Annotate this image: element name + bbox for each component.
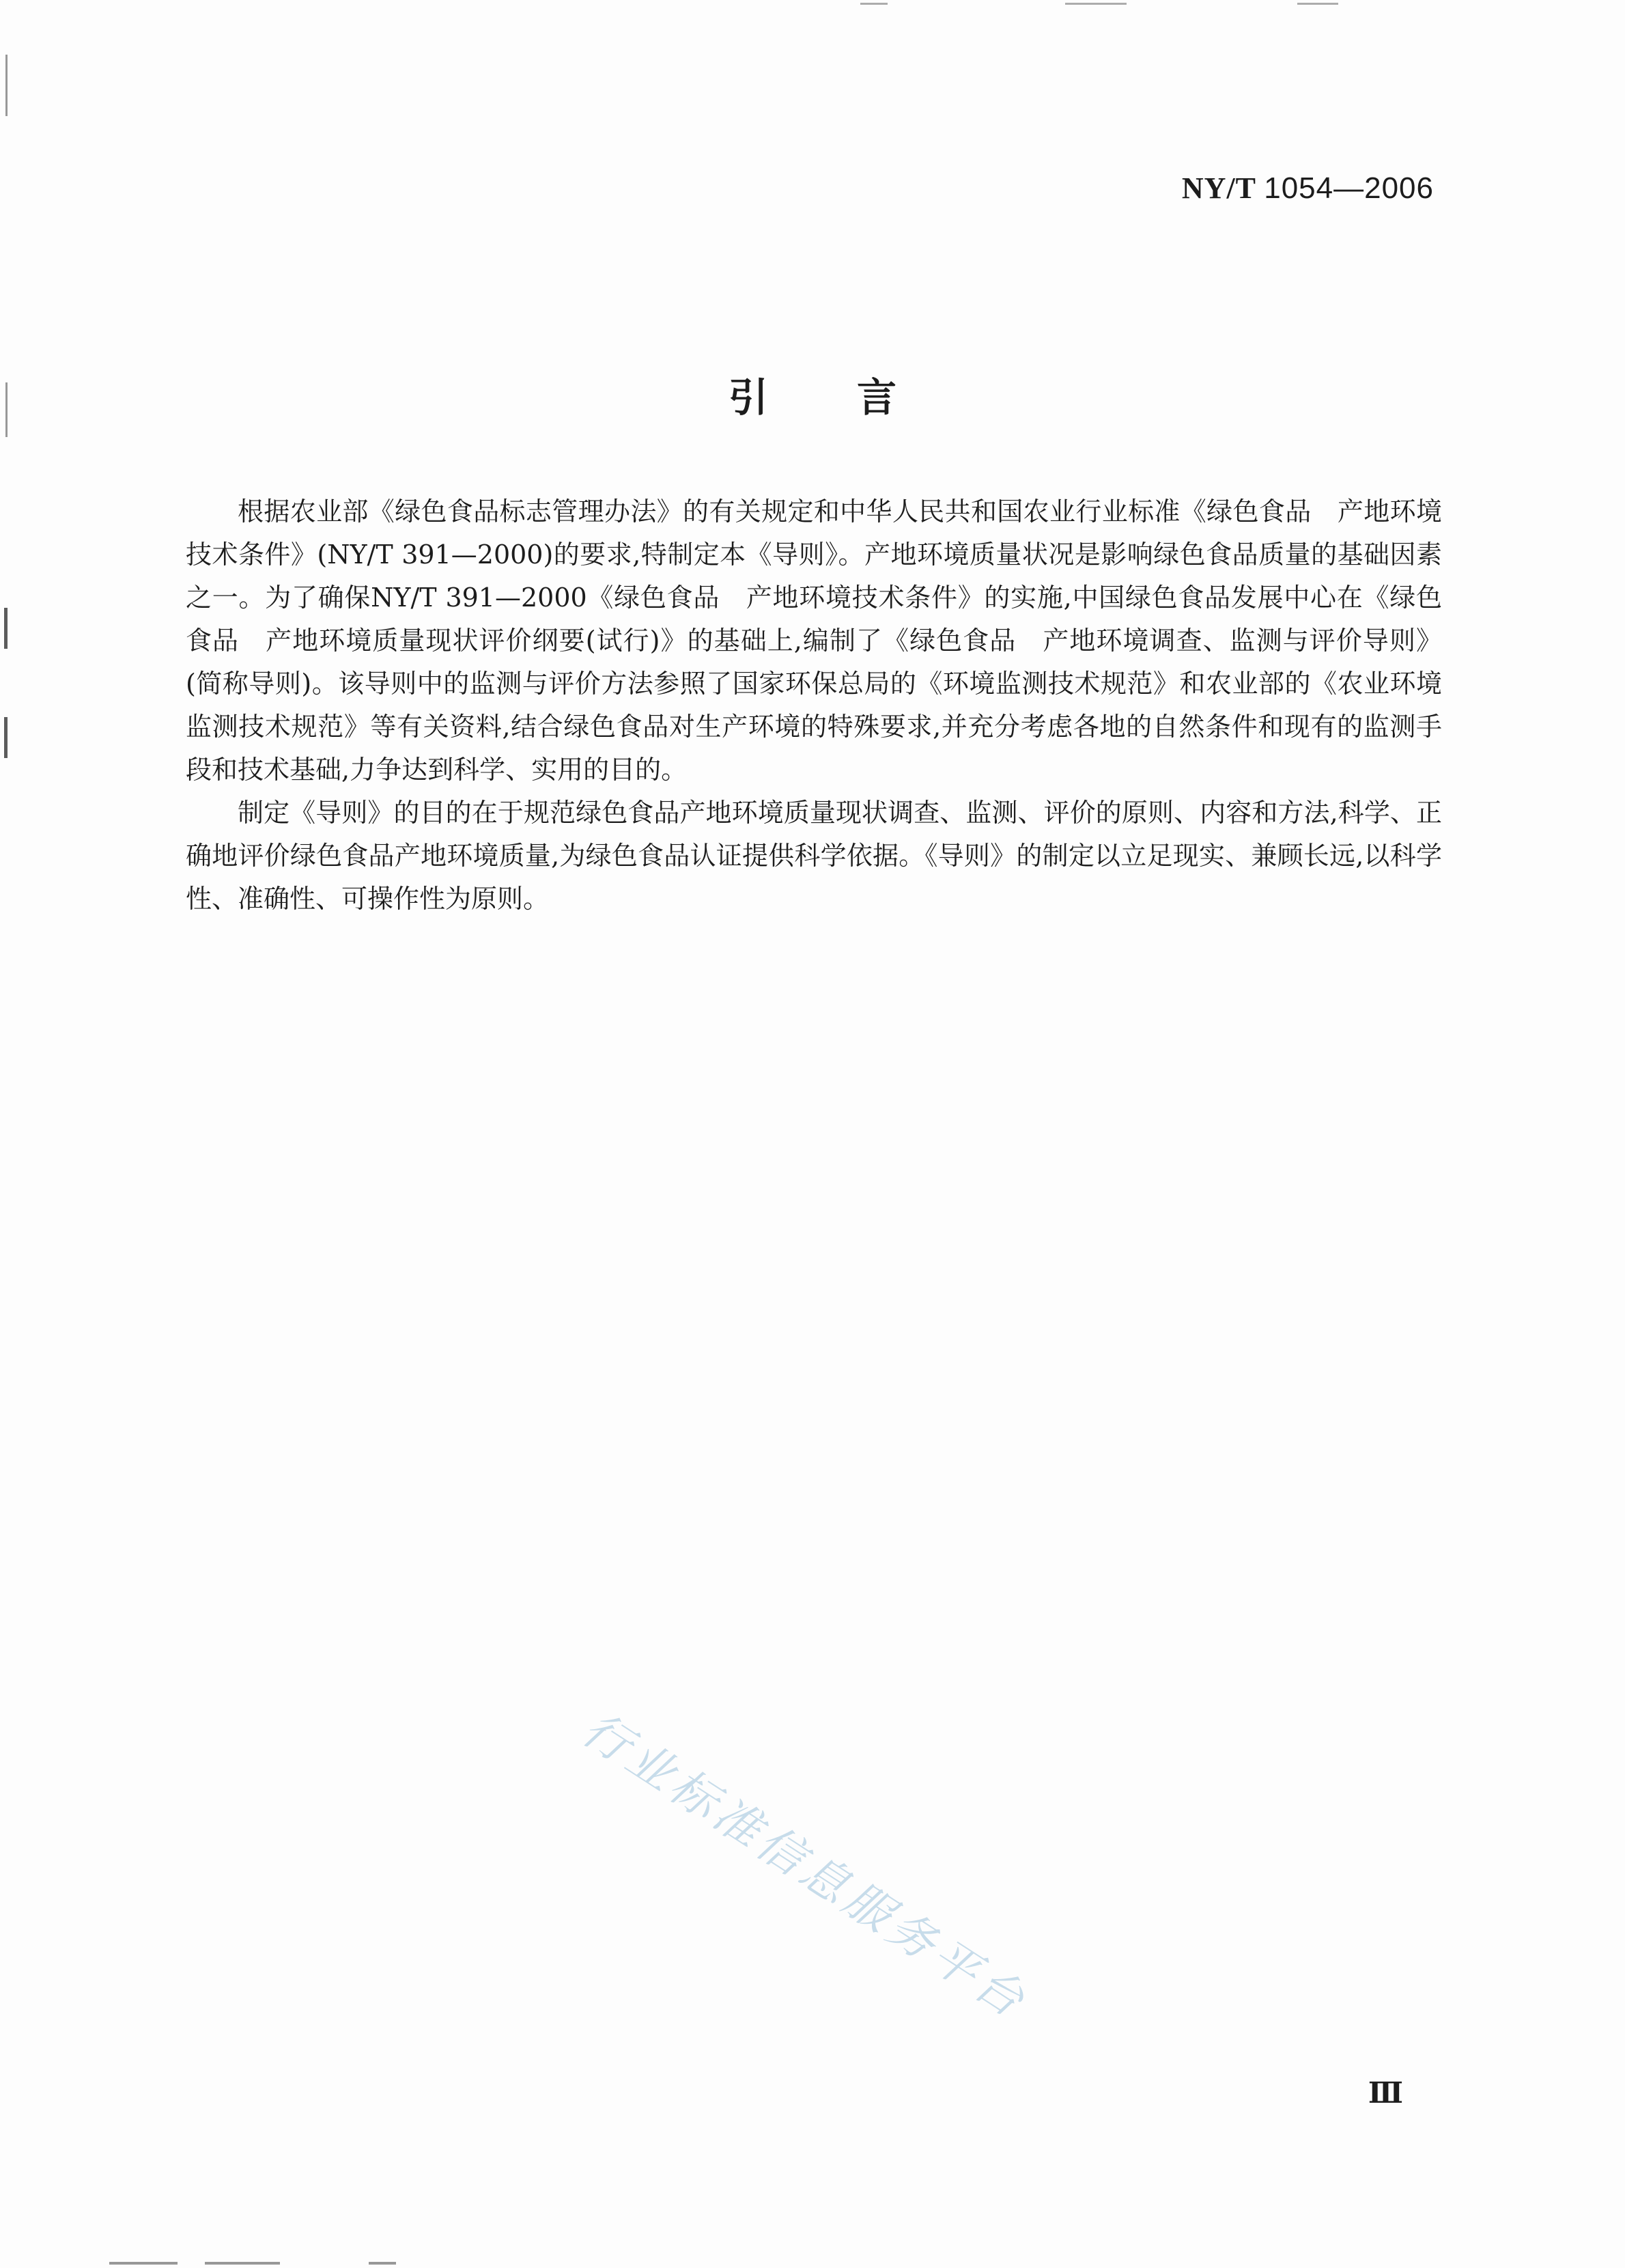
scan-artifact-left-1 — [5, 55, 8, 116]
standard-code-prefix: NY/T — [1181, 171, 1256, 205]
scan-artifact-top-2 — [1065, 3, 1127, 5]
scan-artifact-top-1 — [860, 3, 888, 5]
scan-artifact-bottom-2 — [205, 2262, 280, 2265]
paragraph-2: 制定《导则》的目的在于规范绿色食品产地环境质量现状调查、监测、评价的原则、内容和方法,科学、正确地评价绿色食品产地环境质量,为绿色食品认证提供科学依据。《导则》的制定以立足现实、兼顾长远,以科学性、准确性、可操作性为原则。 — [186, 798, 1442, 914]
scan-artifact-bottom-3 — [369, 2262, 396, 2265]
scan-artifact-left-3 — [4, 608, 8, 649]
scan-artifact-bottom-1 — [109, 2262, 178, 2265]
standard-code-number: 1054—2006 — [1264, 171, 1434, 205]
page-number: Ⅲ — [1368, 2078, 1403, 2110]
section-title: 引言 — [728, 374, 985, 421]
standard-code — [1182, 171, 1434, 206]
body-text — [186, 490, 1442, 921]
scan-artifact-left-4 — [4, 717, 8, 758]
scan-artifact-top-3 — [1297, 3, 1338, 5]
watermark: 行业标准信息服务平台 — [572, 1702, 1038, 2030]
paragraph-1: 根据农业部《绿色食品标志管理办法》的有关规定和中华人民共和国农业行业标准《绿色食品 产地环境技术条件》(NY/T 391—2000)的要求,特制定本《导则》。产地环境质量状况是影响绿色食品质量的基础因素之一。为了确保NY/T 391—2000《绿色食品 产地环境技术条件》的实施,中国绿色食品发展中心在《绿色食品 产地环境质量现状评价纲要(试行)》的基础上,编制了《绿色食品 产地环境调查、监测与评价导则》(简称导则)。该导则中的监测与评价方法参照了国家环保总局的《环境监测技术规范》和农业部的《农业环境监测技术规范》等有关资料,结合绿色食品对生产环境的特殊要求,并充分考虑各地的自然条件和现有的监测手段和技术基础,力争达到科学、实用的目的。 — [186, 496, 1442, 785]
